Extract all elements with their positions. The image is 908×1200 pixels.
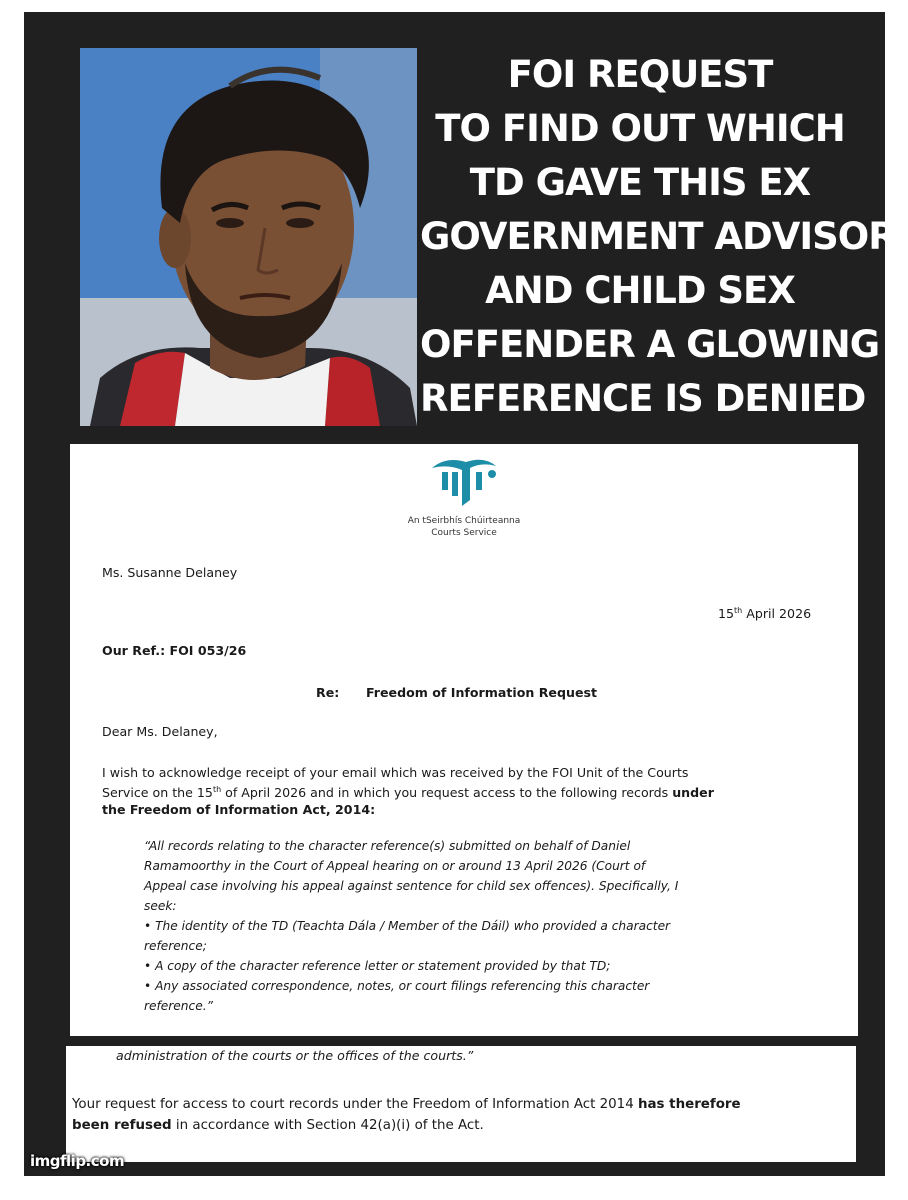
imgflip-watermark: imgflip.com [30, 1152, 125, 1170]
quote-line: • The identity of the TD (Teachta Dála / Member of the Dáil) who provided a character [144, 919, 671, 933]
quote-line: reference.” [144, 999, 213, 1013]
letter-document [70, 444, 858, 1036]
quote-line: seek: [144, 899, 177, 913]
headline-line: GOVERNMENT ADVISOR [420, 215, 896, 258]
re-subject: Freedom of Information Request [366, 685, 598, 700]
quote-line: “All records relating to the character reference(s) submitted on behalf of Daniel [144, 839, 631, 853]
headline-line: FOI REQUEST [507, 53, 773, 96]
quote-line: Appeal case involving his appeal against sentence for child sex offences). Specifically, I [144, 879, 679, 893]
headline-line: AND CHILD SEX [485, 269, 795, 312]
refusal-paragraph: Your request for access to court records under the Freedom of Information Act 2014 has therefore been refused in accordance with Section 42(a)(i) of the Act. [72, 1097, 741, 1133]
re-label: Re: [316, 685, 340, 700]
headline-line: OFFENDER A GLOWING [420, 323, 880, 366]
portrait-illustration [80, 48, 417, 426]
request-quote [144, 836, 784, 1016]
headline-line: REFERENCE IS DENIED [420, 377, 866, 420]
salutation: Dear Ms. Delaney, [102, 724, 218, 739]
quote-fragment: administration of the courts or the offices of the courts.” [116, 1048, 474, 1063]
quote-line: reference; [144, 939, 207, 953]
headline-line: TD GAVE THIS EX [469, 161, 811, 204]
headline [420, 48, 896, 426]
reference-number: Our Ref.: FOI 053/26 [102, 643, 247, 658]
recipient-name: Ms. Susanne Delaney [102, 565, 238, 580]
letter-excerpt [66, 1046, 856, 1162]
acknowledgement-paragraph: I wish to acknowledge receipt of your email which was received by the FOI Unit of the Courts Service on the 15th of April 2026 and in which you request access to the following records under the Freedom of Information Act, 2014: [102, 765, 714, 818]
headline-line: TO FIND OUT WHICH [435, 107, 845, 150]
portrait-photo [80, 48, 417, 426]
org-name-english: Courts Service [431, 528, 497, 538]
quote-line: • Any associated correspondence, notes, or court filings referencing this character [144, 979, 650, 993]
quote-line: Ramamoorthy in the Court of Appeal hearing on or around 13 April 2026 (Court of [144, 859, 646, 873]
org-name-irish: An tSeirbhís Chúirteanna [407, 516, 521, 526]
quote-line: • A copy of the character reference letter or statement provided by that TD; [144, 959, 611, 973]
letter-date: 15th April 2026 [718, 606, 812, 622]
courts-service-logo-icon [426, 454, 502, 510]
